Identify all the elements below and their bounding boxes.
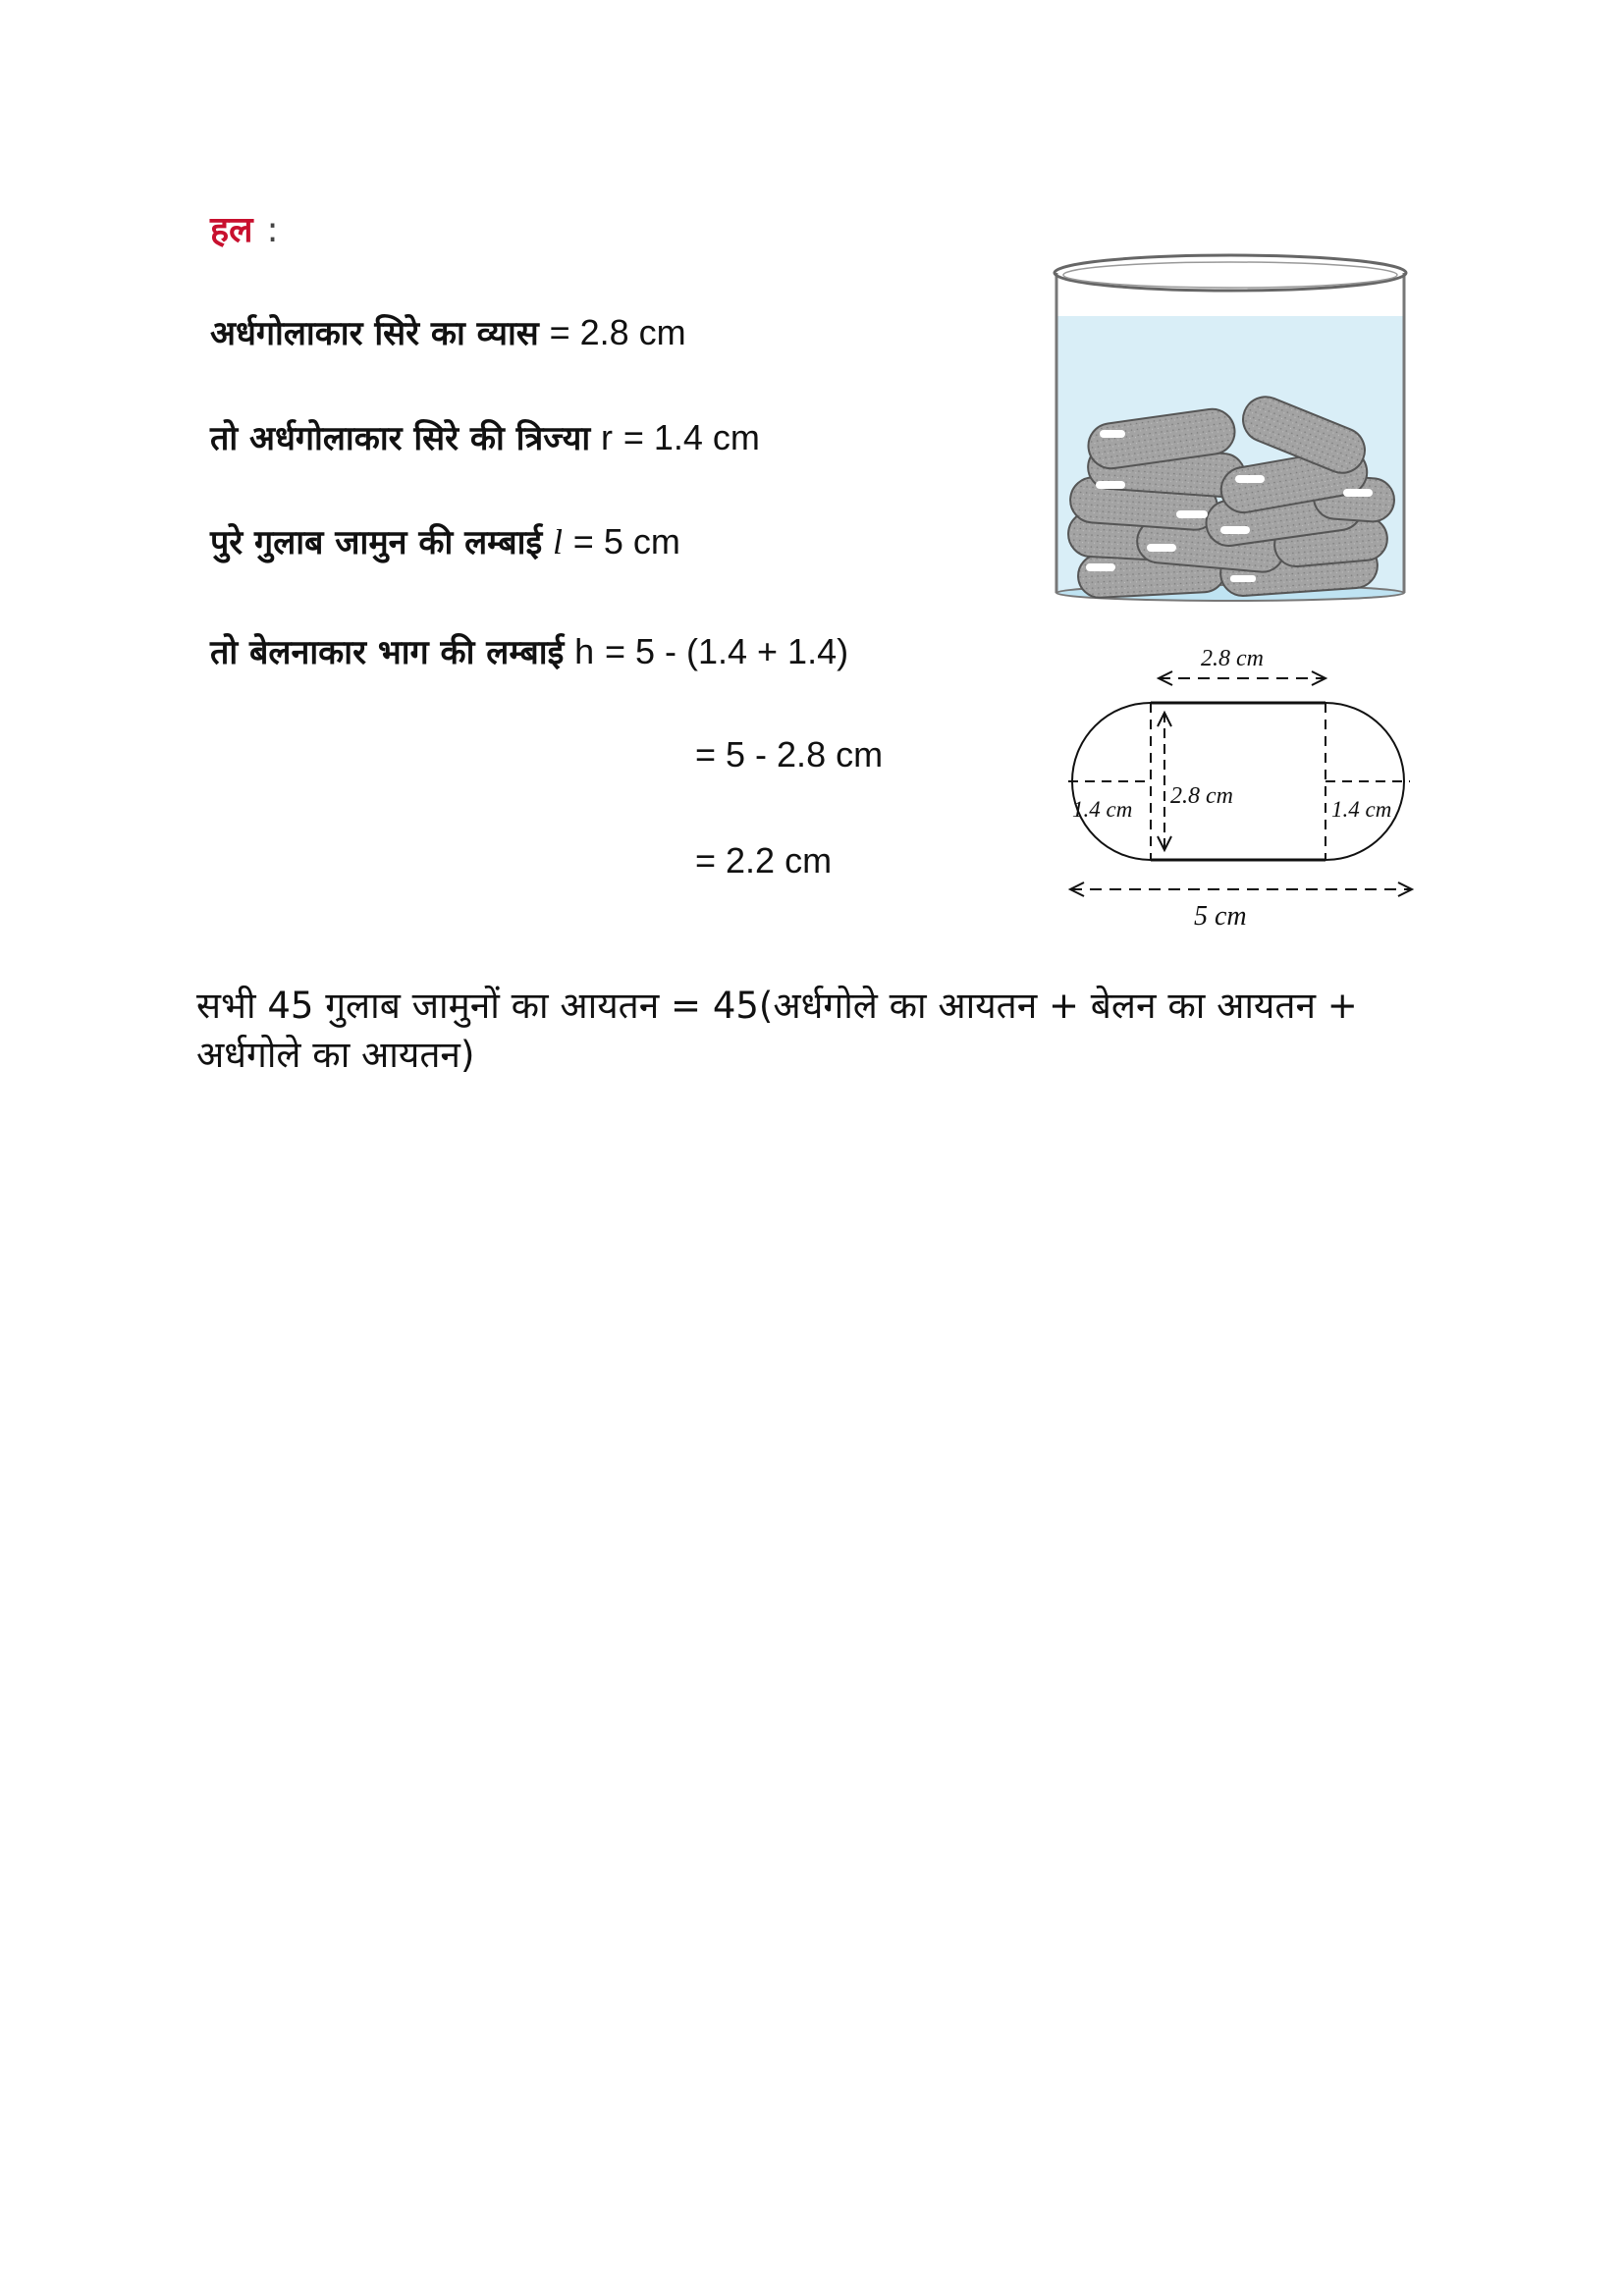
cylinder-length-label: तो बेलनाकार भाग की लम्बाई [210,633,565,672]
length-line [210,518,680,563]
capsule-diagram-icon [1049,638,1422,933]
step-expression-2: = 2.2 cm [695,840,833,881]
step-line-2 [695,840,832,881]
radius-variable: r [601,417,614,457]
length-variable: l [552,522,563,561]
cylinder-length-expression: = 5 - (1.4 + 1.4) [604,631,849,671]
cylinder-length-variable: h [574,631,595,671]
left-radius-label: 1.4 cm [1072,797,1133,822]
step-expression-1: = 5 - 2.8 cm [695,734,884,774]
step-line-1 [695,734,883,775]
cylinder-length-line [210,628,848,673]
heading-colon: : [266,210,279,250]
solution-heading [210,204,279,252]
inner-height-label: 2.8 cm [1170,783,1233,809]
radius-value: = 1.4 cm [622,417,760,457]
heading-text: हल [210,210,253,250]
diameter-label: अर्धगोलाकार सिरे का व्यास [210,314,539,353]
right-radius-label: 1.4 cm [1331,797,1392,822]
gulab-jamun-dimension-diagram [1049,638,1422,933]
top-width-label: 2.8 cm [1201,646,1264,671]
gulab-jamun-jar-figure [1049,247,1412,603]
radius-label: तो अर्धगोलाकार सिरे की त्रिज्या [210,419,591,458]
total-volume-statement: सभी 45 गुलाब जामुनों का आयतन = 45(अर्धगोले का आयतन + बेलन का आयतन + अर्धगोले का आयतन) [196,985,1358,1076]
length-label: पुरे गुलाब जामुन की लम्बाई [210,523,543,562]
length-value: = 5 cm [572,521,680,561]
radius-line [210,414,760,459]
diameter-line [210,309,686,354]
total-length-label: 5 cm [1194,901,1247,932]
jar-illustration-icon [1049,247,1412,603]
diameter-value: = 2.8 cm [549,312,686,352]
